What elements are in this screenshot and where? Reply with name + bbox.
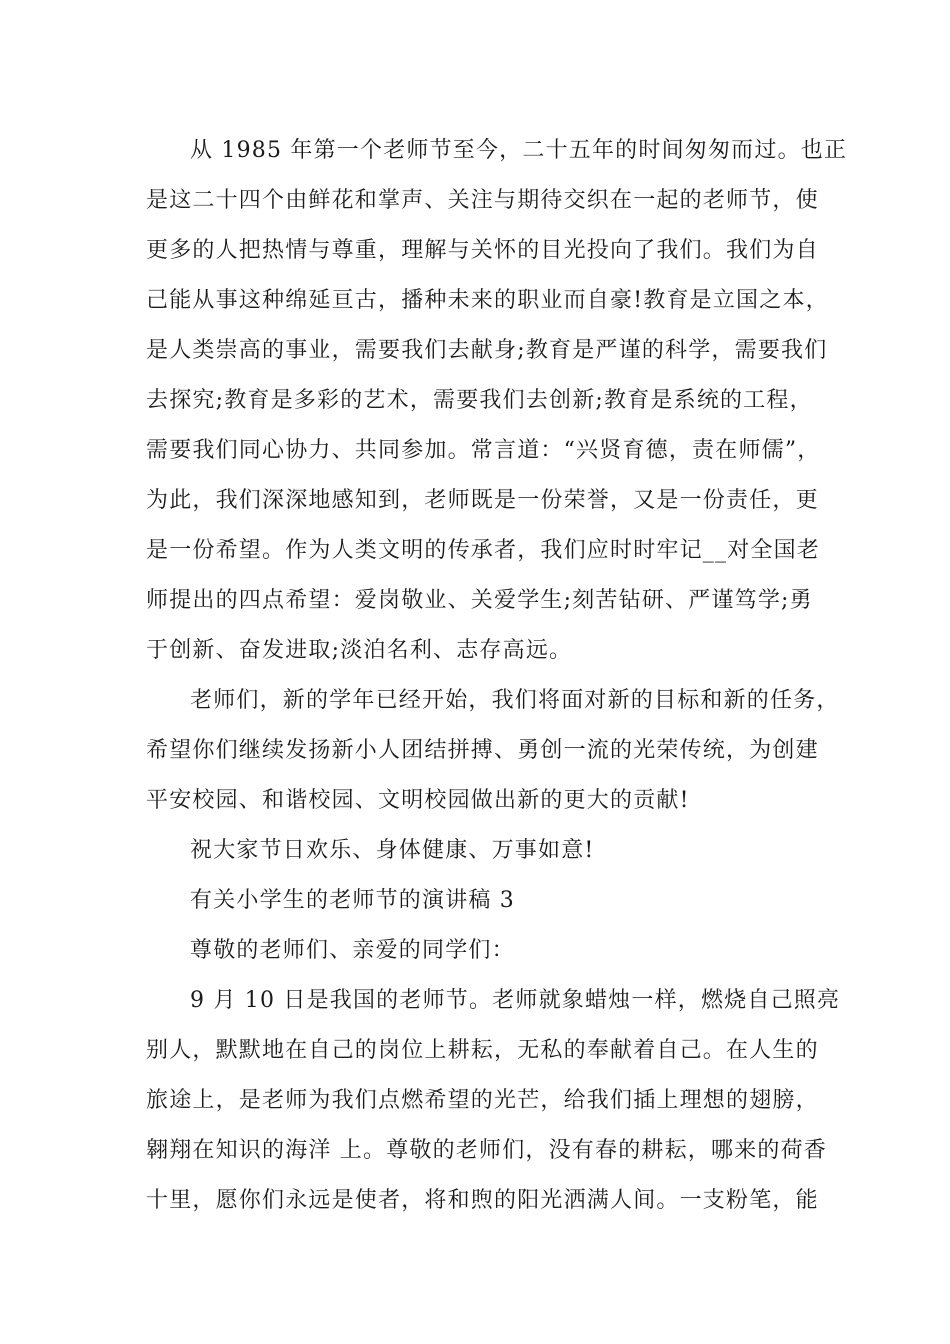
paragraph-line: 旅途上，是老师为我们点燃希望的光芒，给我们插上理想的翅膀，: [146, 1088, 819, 1113]
paragraph-line: 别人，默默地在自己的岗位上耕耘，无私的奉献着自己。在人生的: [146, 1038, 819, 1063]
paragraph-line: 从 1985 年第一个老师节至今，二十五年的时间匆匆而过。也正: [190, 138, 848, 163]
paragraph-line: 十里，愿你们永远是使者，将和煦的阳光洒满人间。一支粉笔，能: [146, 1188, 819, 1213]
paragraph-line: 平安校园、和谐校园、文明校园做出新的更大的贡献!: [146, 788, 690, 813]
paragraph-line: 需要我们同心协力、共同参加。常言道：“兴贤育德，责在师儒”，: [146, 438, 821, 463]
paragraph-line: 己能从事这种绵延亘古，播种未来的职业而自豪!教育是立国之本，: [146, 288, 829, 313]
paragraph-line: 翱翔在知识的海洋 上。尊敬的老师们，没有春的耕耘，哪来的荷香: [146, 1138, 827, 1163]
paragraph-line: 于创新、奋发进取;淡泊名利、志存高远。: [146, 638, 573, 663]
paragraph-line: 为此，我们深深地感知到，老师既是一份荣誉，又是一份责任，更: [146, 488, 819, 513]
salutation: 尊敬的老师们、亲爱的同学们：: [190, 938, 515, 963]
paragraph-line: 是人类崇高的事业，需要我们去献身;教育是严谨的科学，需要我们: [146, 338, 828, 363]
section-heading: 有关小学生的老师节的演讲稿 3: [190, 888, 515, 913]
paragraph-line: 9 月 10 日是我国的老师节。老师就象蜡烛一样，燃烧自己照亮: [190, 988, 841, 1013]
paragraph-line: 是这二十四个由鲜花和掌声、关注与期待交织在一起的老师节，使: [146, 188, 819, 213]
paragraph-line: 希望你们继续发扬新小人团结拼搏、勇创一流的光荣传统，为创建: [146, 738, 819, 763]
paragraph-line: 祝大家节日欢乐、身体健康、万事如意!: [190, 838, 595, 863]
paragraph-line: 老师们，新的学年已经开始，我们将面对新的目标和新的任务，: [190, 688, 840, 713]
paragraph-line: 师提出的四点希望：爱岗敬业、关爱学生;刻苦钻研、严谨笃学;勇: [146, 588, 813, 613]
paragraph-line: 去探究;教育是多彩的艺术，需要我们去创新;教育是系统的工程，: [146, 388, 813, 413]
paragraph-line: 更多的人把热情与尊重，理解与关怀的目光投向了我们。我们为自: [146, 238, 819, 263]
paragraph-line: 是一份希望。作为人类文明的传承者，我们应时时牢记__对全国老: [146, 538, 821, 563]
